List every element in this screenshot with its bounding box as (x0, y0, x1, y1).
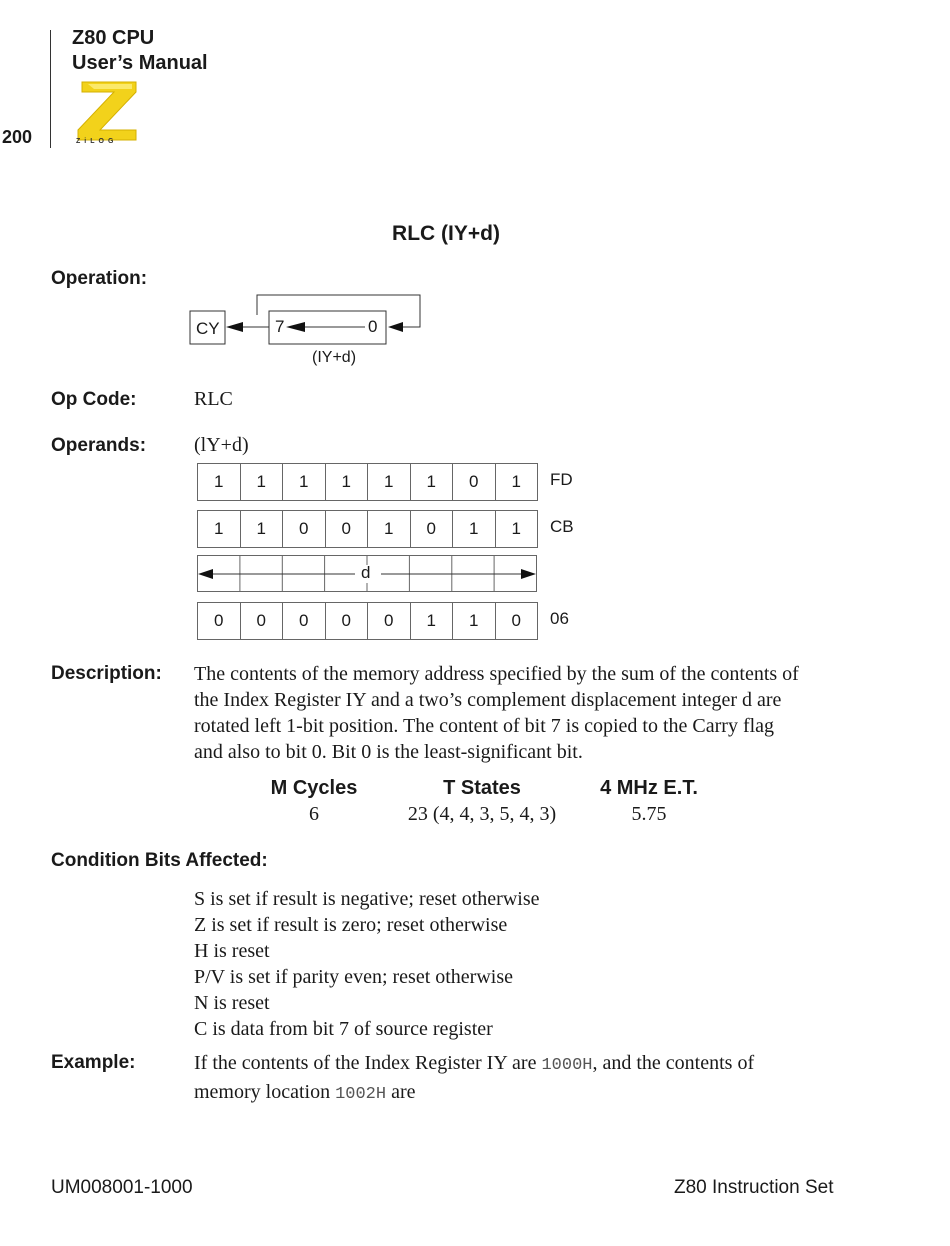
opcode-value: RLC (194, 388, 233, 410)
bit-cell: 0 (453, 464, 496, 500)
instruction-title: RLC (IY+d) (392, 222, 500, 245)
condition-bit-item: C is data from bit 7 of source register (194, 1018, 493, 1040)
description-text (194, 661, 854, 765)
bit-cell: 0 (411, 511, 454, 547)
bit-cell: 0 (283, 511, 326, 547)
hex-label-fd: FD (550, 470, 573, 489)
opcode-label: Op Code: (51, 389, 137, 410)
zilog-logo (74, 78, 140, 150)
operation-label: Operation: (51, 268, 148, 289)
opcode-byte-06 (197, 602, 538, 640)
opcode-byte-cb (197, 510, 538, 548)
timing-value-et: 5.75 (631, 803, 667, 825)
description-line: and also to bit 0. Bit 0 is the least-significant bit. (194, 741, 583, 763)
example-text-segment: memory location (194, 1081, 336, 1103)
timing-header-et: 4 MHz E.T. (600, 777, 698, 799)
example-label: Example: (51, 1052, 136, 1073)
condition-bit-item: Z is set if result is zero; reset otherwise (194, 914, 508, 936)
bit-cell: 1 (241, 511, 284, 547)
description-line: the Index Register IY and a two’s complement displacement integer d are (194, 689, 782, 711)
description-label: Description: (51, 663, 162, 684)
hex-label-06: 06 (550, 609, 569, 628)
bit-0-label: 0 (368, 317, 378, 336)
displacement-byte (197, 555, 538, 593)
bit-cell: 1 (198, 511, 241, 547)
timing-header-tstates: T States (443, 777, 521, 799)
description-line: The contents of the memory address specified by the sum of the contents of (194, 663, 799, 685)
example-line-1 (194, 1050, 754, 1079)
displacement-label: d (361, 563, 371, 582)
bit-cell: 1 (511, 472, 521, 491)
description-line: rotated left 1-bit position. The content of bit 7 is copied to the Carry flag (194, 715, 775, 737)
logo-wordmark: ZiLOG (76, 138, 118, 145)
timing-value-mcycles: 6 (309, 803, 319, 825)
example-text-segment: If the contents of the Index Register IY are (194, 1052, 542, 1074)
bit-cell: 0 (326, 603, 369, 639)
bit-cell: 0 (241, 603, 284, 639)
bit-cell: 1 (198, 464, 241, 500)
bit-cell: 1 (411, 603, 454, 639)
operands-value: (lY+d) (194, 434, 249, 456)
condition-bit-item: S is set if result is negative; reset otherwise (194, 888, 540, 910)
manual-title-line1: Z80 CPU (72, 27, 155, 49)
condition-bit-item: H is reset (194, 940, 270, 962)
header-rule (50, 30, 51, 148)
manual-title-line2: User’s Manual (72, 52, 208, 74)
example-code-address: 1002H (335, 1085, 387, 1104)
operation-diagram (185, 290, 435, 372)
example-text-segment: are (386, 1081, 416, 1103)
condition-bits-list (194, 886, 539, 1042)
bit-cell: 1 (368, 511, 411, 547)
bit-cell: 1 (368, 464, 411, 500)
register-caption: (IY+d) (312, 349, 357, 366)
example-text-segment: , and the contents of (592, 1052, 755, 1074)
bit-cell: 1 (453, 511, 496, 547)
rotate-diagram-svg (185, 290, 435, 372)
bit-cell: 0 (283, 603, 326, 639)
bit-cell: 1 (453, 603, 496, 639)
timing-value-tstates: 23 (4, 4, 3, 5, 4, 3) (407, 803, 557, 825)
condition-bit-item: P/V is set if parity even; reset otherwise (194, 966, 514, 988)
condition-bits-label: Condition Bits Affected: (51, 850, 268, 871)
example-line-2 (194, 1079, 754, 1108)
hex-label-cb: CB (550, 517, 574, 536)
timing-header-mcycles: M Cycles (270, 777, 358, 799)
bit-cell: 1 (283, 464, 326, 500)
bit-cell: 0 (198, 603, 241, 639)
bit-cell: 0 (368, 603, 411, 639)
carry-flag-label: CY (196, 319, 220, 338)
bit-cell: 0 (326, 511, 369, 547)
footer-section-title: Z80 Instruction Set (674, 1177, 834, 1198)
bit-7-label: 7 (275, 317, 285, 336)
bit-cell: 1 (241, 464, 284, 500)
example-text (194, 1050, 754, 1108)
bit-cell: 1 (326, 464, 369, 500)
operands-label: Operands: (51, 435, 147, 456)
condition-bit-item: N is reset (194, 992, 270, 1014)
page-number: 200 (2, 127, 33, 147)
footer-doc-id: UM008001-1000 (51, 1177, 193, 1198)
bit-cell: 1 (511, 519, 521, 538)
example-code-iy: 1000H (541, 1056, 593, 1075)
manual-title (72, 26, 208, 76)
bit-cell: 0 (511, 611, 521, 630)
bit-cell: 1 (411, 464, 454, 500)
opcode-byte-fd (197, 463, 538, 501)
